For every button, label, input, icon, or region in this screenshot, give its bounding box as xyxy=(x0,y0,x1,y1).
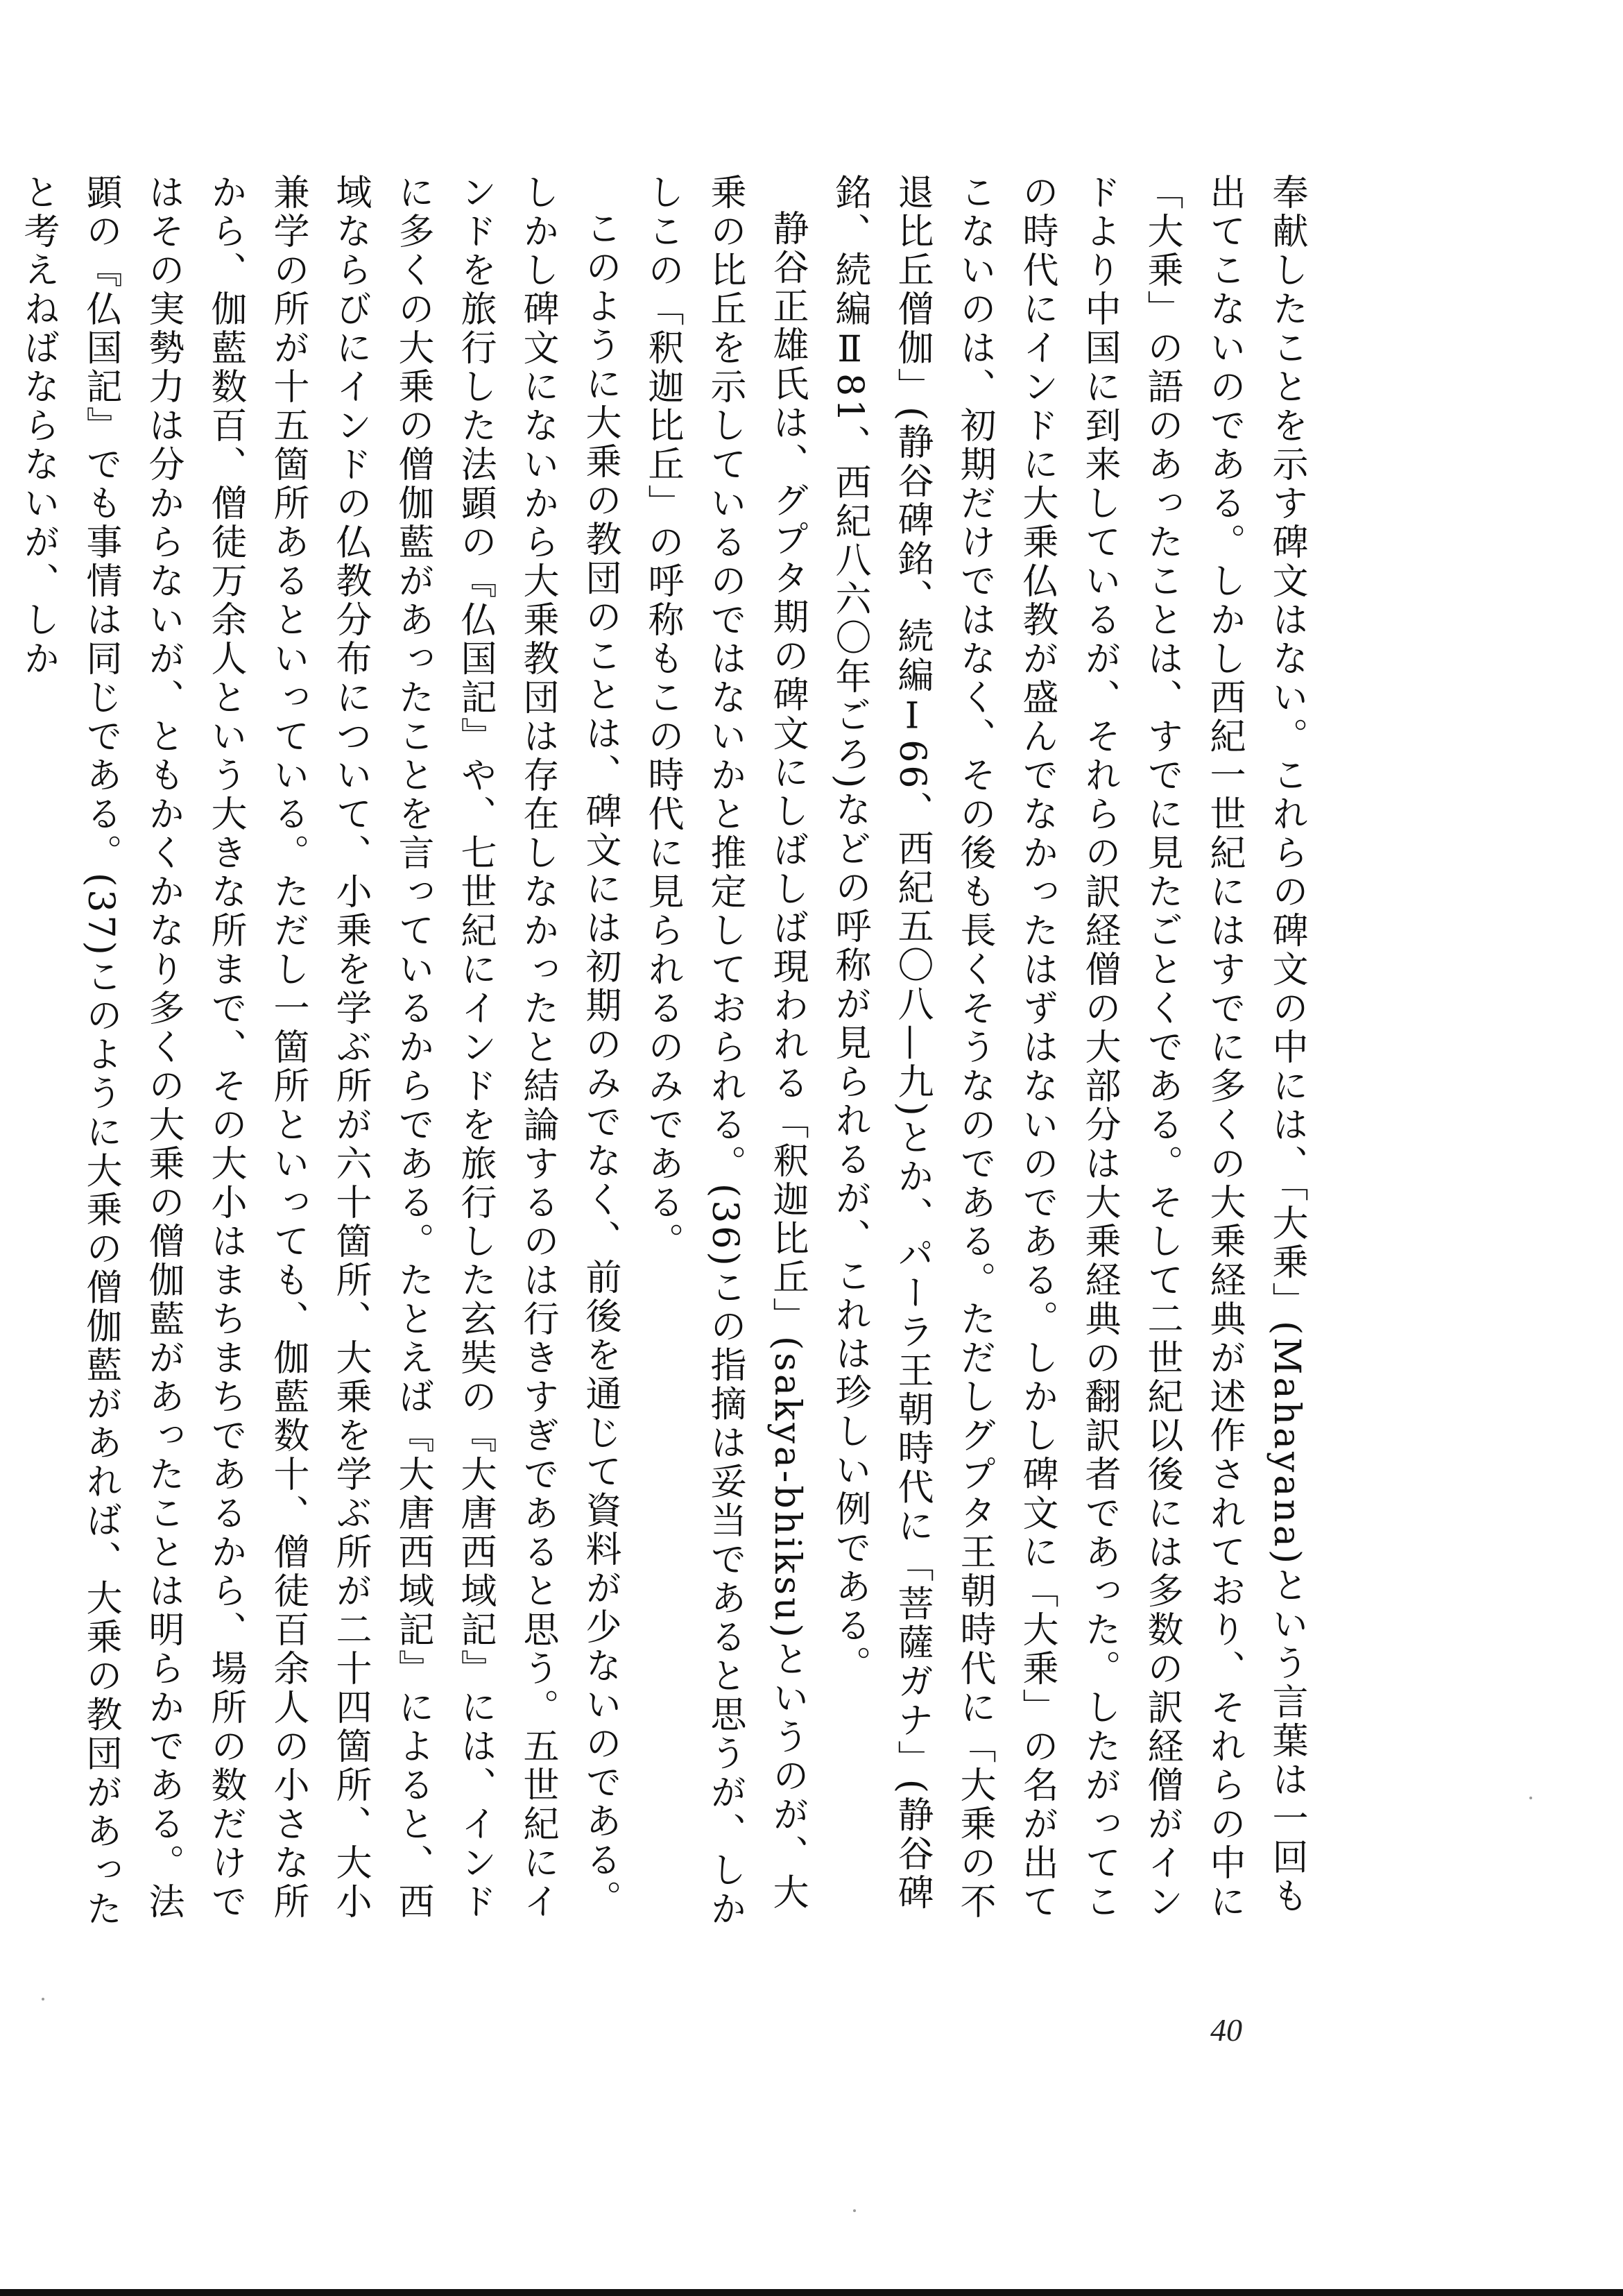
page-number: 40 xyxy=(1210,2012,1242,2048)
vertical-text-block xyxy=(0,173,1318,1949)
paragraph-3: このように大乗の教団のことは、碑文には初期のみでなく、前後を通じて資料が少ないのである。しかし碑文にないから大乗教団は存在しなかったと結論するのは行きすぎであると思う。五世紀にインドを旅行した法顕の『仏国記』や、七世紀にインドを旅行した玄奘の『大唐西域記』には、インドに多くの大乗の僧伽藍があったことを言っているからである。たとえば『大唐西域記』によると、西域ならびにインドの仏教分布について、小乗を学ぶ所が六十箇所、大乗を学ぶ所が二十四箇所、大小兼学の所が十五箇所あるといっている。ただし一箇所といっても、伽藍数十、僧徒百余人の小さな所から、伽藍数百、僧徒万余人という大きな所まで、その大小はまちまちであるから、場所の数だけではその実勢力は分からないが、ともかくかなり多くの大乗の僧伽藍があったことは明らかである。法顕の『仏国記』でも事情は同じである。(37)このように大乗の僧伽藍があれば、大乗の教団があったと考えねばならないが、しか xyxy=(17,173,621,1929)
scan-speck xyxy=(853,2209,856,2212)
paragraph-1: 奉献したことを示す碑文はない。これらの碑文の中には、「大乗」(Mahayana)という言葉は一回も出てこないのである。しかし西紀一世紀にはすでに多くの大乗経典が述作されており、それらの中に「大乗」の語のあったことは、すでに見たごとくである。そして二世紀以後には多数の訳経僧がインドより中国に到来しているが、それらの訳経僧の大部分は大乗経典の翻訳者であった。したがってこの時代にインドに大乗仏教が盛んでなかったはずはないのである。しかし碑文に「大乗」の名が出てこないのは、初期だけではなく、その後も長くそうなのである。ただしグプタ王朝時代に「大乗の不退比丘僧伽」(静谷碑銘、続編Ⅰ66、西紀五〇八—九)とか、パーラ王朝時代に「菩薩ガナ」(静谷碑銘、続編Ⅱ81、西紀八六〇年ごろ)などの呼称が見られるが、これは珍しい例である。 xyxy=(829,173,1307,1921)
paragraph-2: 静谷正雄氏は、グプタ期の碑文にしばしば現われる「釈迦比丘」(sakya-bhiksu)というのが、大乗の比丘を示しているのではないかと推定しておられる。(36)この指摘は妥当であると思うが、しかしこの「釈迦比丘」の呼称もこの時代に見られるのみである。 xyxy=(642,173,808,1929)
scan-speck xyxy=(42,1998,44,2001)
scan-speck xyxy=(1529,1797,1532,1799)
scan-edge-bar xyxy=(0,2289,1623,2296)
